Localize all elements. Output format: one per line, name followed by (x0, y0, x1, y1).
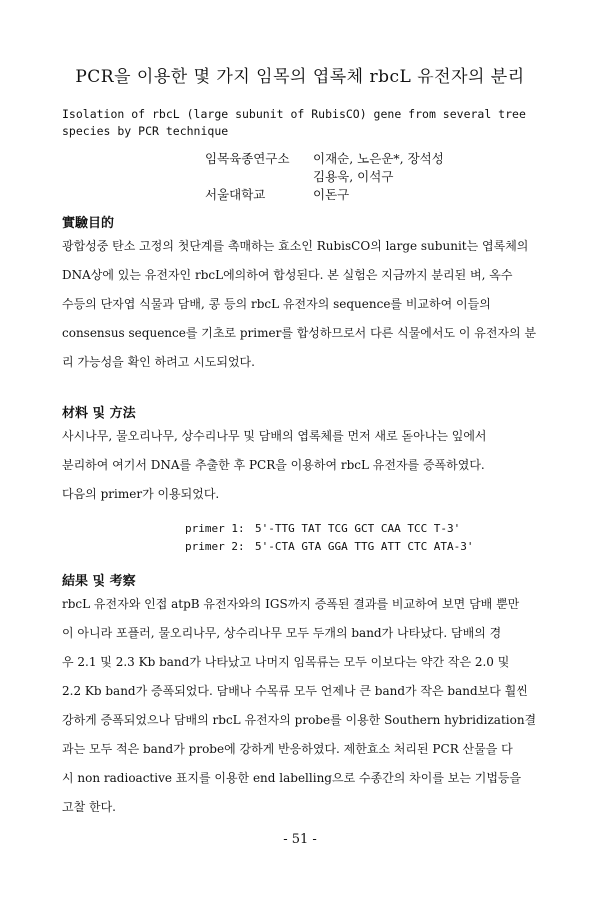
affiliation-line (205, 186, 349, 204)
text-line: 수등의 단자엽 식물과 담배, 콩 등의 rbcL 유전자의 sequence를 비교하여 이들의 (62, 297, 491, 311)
primer-label: primer 2: (185, 540, 245, 553)
text-line: 광합성중 탄소 고정의 첫단계를 촉매하는 효소인 RubisCO의 large subunit는 엽록체의 (62, 239, 529, 253)
methods-paragraph (62, 422, 540, 509)
author-names: 김용욱, 이석구 (313, 169, 394, 184)
text-line: 강하게 증폭되었으나 담배의 rbcL 유전자의 probe를 이용한 Southern hybridization결 (62, 713, 537, 727)
text-line: 고찰 한다. (62, 800, 116, 814)
text-line: DNA상에 있는 유전자인 rbcL에의하여 합성된다. 본 실험은 지금까지 분리된 벼, 옥수 (62, 268, 513, 282)
text-line: 시 non radioactive 표지를 이용한 end labelling으로 수종간의 차이를 보는 기법등을 (62, 771, 522, 785)
author-names: 이재순, 노은운*, 장석성 (313, 151, 444, 166)
english-title: Isolation of rbcL (large subunit of RubisCO) gene from several tree species by PCR technique (62, 107, 526, 138)
primer-sequence: 5'-CTA GTA GGA TTG ATT CTC ATA-3' (255, 540, 474, 553)
affiliation-line (205, 150, 444, 168)
affiliation-org: 임목육종연구소 (205, 151, 290, 166)
korean-title: PCR을 이용한 몇 가지 임목의 엽록체 rbcL 유전자의 분리 (75, 67, 525, 87)
primer-line (185, 538, 474, 555)
section-heading-purpose: 實驗目的 (62, 216, 115, 231)
text-line: 과는 모두 적은 band가 probe에 강하게 반응하였다. 제한효소 처리된 PCR 산물을 다 (62, 742, 513, 756)
text-line: rbcL 유전자와 인접 atpB 유전자와의 IGS까지 증폭된 결과를 비교하여 보면 담배 뿐만 (62, 597, 520, 611)
primer-sequence: 5'-TTG TAT TCG GCT CAA TCC T-3' (255, 522, 461, 535)
text-line: 이 아니라 포플러, 물오리나무, 상수리나무 모두 두개의 band가 나타났다. 담배의 경 (62, 626, 502, 640)
text-line: 우 2.1 및 2.3 Kb band가 나타났고 나머지 임목류는 모두 이보다는 약간 작은 2.0 및 (62, 655, 510, 669)
text-line: consensus sequence를 기초로 primer를 합성하므로서 다른 식물에서도 이 유전자의 분 (62, 326, 537, 340)
text-line: 리 가능성을 확인 하려고 시도되었다. (62, 355, 255, 369)
text-line: 2.2 Kb band가 증폭되었다. 담배나 수목류 모두 언제나 큰 band가 작은 band보다 훨씬 (62, 684, 528, 698)
purpose-paragraph (62, 232, 540, 377)
section-heading-results: 結果 및 考察 (62, 574, 136, 589)
page-number: - 51 - (283, 832, 317, 847)
affiliation-line (205, 168, 393, 186)
primer-line (185, 520, 460, 537)
results-paragraph (62, 590, 540, 822)
affiliation-org: 서울대학교 (205, 187, 266, 202)
section-heading-methods: 材料 및 方法 (62, 406, 136, 421)
text-line: 사시나무, 물오리나무, 상수리나무 및 담배의 엽록체를 먼저 새로 돋아나는 잎에서 (62, 429, 487, 443)
author-names: 이돈구 (313, 187, 350, 202)
primer-label: primer 1: (185, 522, 245, 535)
text-line: 분리하여 여기서 DNA를 추출한 후 PCR을 이용하여 rbcL 유전자를 증폭하였다. (62, 458, 485, 472)
text-line: 다음의 primer가 이용되었다. (62, 487, 220, 501)
